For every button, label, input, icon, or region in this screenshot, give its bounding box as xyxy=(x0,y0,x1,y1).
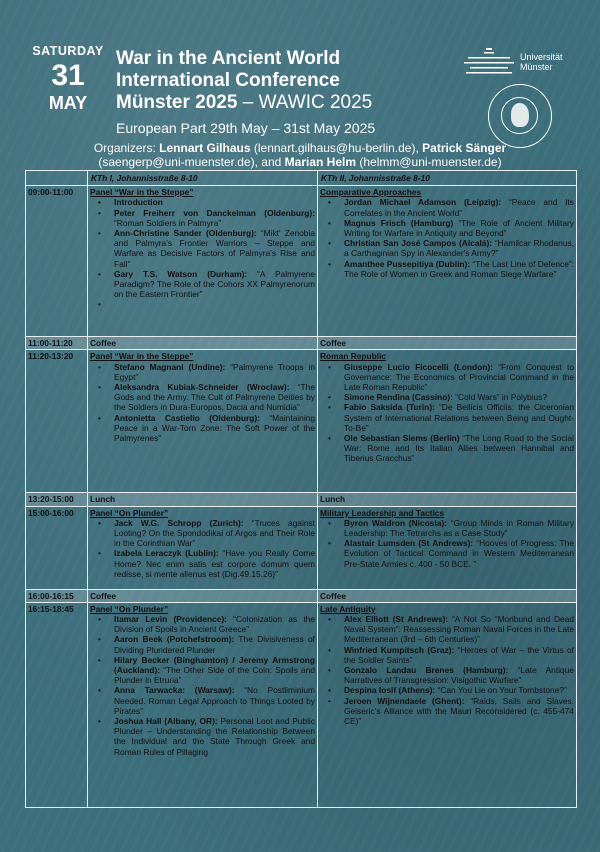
organizer-name: Patrick Sänger xyxy=(422,141,507,155)
talk-title: “Peace and Its Correlates in the Ancient World” xyxy=(344,197,574,218)
subtitle: European Part 29th May – 31st May 2025 xyxy=(116,120,376,136)
speaker-name: Gary T.S. Watson (Durham): xyxy=(114,268,248,279)
session-time: 13:20-15:00 xyxy=(26,493,88,506)
talk-title: “Group Minds in Roman Military Leadership: The Tetrarchs as a Case Study” xyxy=(344,517,575,539)
talk-title: The Divisiveness of Dividing Plundered Plunder xyxy=(114,634,315,655)
speaker-name: Simone Rendina (Cassino): xyxy=(344,392,453,403)
talk-title: “The Gods and the Army. The Cult of Palmyrene Deities by the Soldiers in Dura-Europos, Dacia and Numidia” xyxy=(114,382,315,413)
talk-item xyxy=(322,362,574,393)
speaker-name: Jordan Michael Adamson (Leipzig): xyxy=(344,197,502,208)
title-line-2: International Conference xyxy=(116,70,340,91)
talk-item xyxy=(322,665,574,685)
speaker-name: Christian San José Campos (Alcalá): xyxy=(344,238,493,249)
speaker-name: Ole Sebastian Siems (Berlin) xyxy=(344,433,460,444)
speaker-name: Introduction xyxy=(114,197,163,208)
speaker-name: Hilary Becker (Binghamton) / Jeremy Armstrong (Auckland): xyxy=(114,654,315,676)
talk-title: “Colonization as the Division of Spoils in Ancient Greece” xyxy=(114,614,315,635)
talk-title: “Late Antique Narratives of Transgression: Visigothic Warfare” xyxy=(344,665,574,686)
session-row xyxy=(26,602,577,807)
panel-title: Late Antiquity xyxy=(320,603,376,614)
month: MAY xyxy=(48,93,88,113)
speaker-name: Stefano Magnani (Undine): xyxy=(114,361,226,372)
room-2-header: KTh II, Johannisstraße 8-10 xyxy=(318,171,577,186)
speaker-name: Joshua Hall (Albany, OR): xyxy=(114,716,218,727)
university-seal xyxy=(488,84,552,148)
talk-item xyxy=(322,259,574,279)
speaker-name: Amanthee Pussepitiya (Dublin): xyxy=(344,258,471,269)
speaker-name: Alex Elliott (St Andrews): xyxy=(344,614,449,625)
talk-item xyxy=(92,548,315,579)
session-row xyxy=(26,506,577,589)
talk-title: “Can You Lie on Your Tombstone?” xyxy=(435,685,567,696)
speaker-name: Aleksandra Kubiak-Schneider (Wroclaw): xyxy=(114,382,290,393)
organizers: Organizers: Lennart Gilhaus (lennart.gilhaus@hu-berlin.de), Patrick Sänger (saengerp@uni-muenster.de), and Marian Helm (helmm@uni-muenster.de) xyxy=(93,141,507,169)
session-time: 16:00-16:15 xyxy=(26,589,88,602)
speaker-name: Jeroen Wijnendaele (Ghent): xyxy=(344,695,465,706)
panel-title: Comparative Approaches xyxy=(320,187,422,198)
speaker-name: Itamar Levin (Providence): xyxy=(114,614,227,625)
room-1-session xyxy=(88,350,318,493)
talk-item xyxy=(322,645,574,665)
talk-item xyxy=(322,685,574,695)
session-time: 09:00-11:00 xyxy=(26,186,88,337)
break-label: Coffee xyxy=(88,337,318,350)
talk-item xyxy=(92,197,315,207)
talk-item xyxy=(322,518,574,538)
talk-title: “Cold Wars” in Polybius? xyxy=(452,392,548,403)
day-number: 31 xyxy=(51,59,85,92)
room-2-session xyxy=(318,602,577,807)
title-line-1: War in the Ancient World xyxy=(116,48,341,69)
talk-item xyxy=(92,208,315,228)
title-line-3 xyxy=(116,92,375,114)
portrait-icon xyxy=(511,103,529,127)
break-label: Coffee xyxy=(318,337,577,350)
speaker-name: Jack W.G. Schropp (Zurich): xyxy=(114,517,244,528)
room-1-session xyxy=(88,186,318,337)
organizer-name: Marian Helm xyxy=(284,155,357,169)
talk-list xyxy=(322,518,574,569)
talk-item xyxy=(92,685,315,716)
talk-item xyxy=(92,655,315,686)
speaker-name: Magnus Frisch (Hamburg) xyxy=(344,217,454,228)
talk-title: “Mikt' Zenobia and Palmyra's Frontier Warriors – Steppe and Warfare as Decisive Factors of Palmyra's Rise and Fall” xyxy=(114,228,315,269)
talk-title: “Heroes of War – the Virtus of the Soldier Saints” xyxy=(344,644,574,665)
speaker-name: Anna Tarwacka: (Warsaw): xyxy=(114,685,235,696)
talk-title: “Palmyrene Troops in Egypt” xyxy=(114,361,316,382)
talk-list xyxy=(322,197,574,279)
university-name: Universität Münster xyxy=(520,52,563,72)
session-row xyxy=(26,350,577,493)
talk-title: “De Bellicis Officiis: the Ciceronian System of International Relations between Being and Ought-To-Be” xyxy=(344,402,575,433)
break-label: Coffee xyxy=(318,589,577,602)
talk-item xyxy=(322,538,574,569)
talk-item xyxy=(92,634,315,654)
university-logo-icon xyxy=(464,48,514,76)
table-header-row xyxy=(26,171,577,186)
room-2-session xyxy=(318,350,577,493)
talk-item xyxy=(92,716,315,757)
talk-title: “The Long Road to the Social War: Rome and Its Italian Allies between Hannibal and Tiberius Gracchus” xyxy=(344,433,574,464)
talk-item xyxy=(92,228,315,269)
talk-title: “No Postliminium Needed. Roman Legal Approach to Things Looted by Pirates” xyxy=(114,685,315,716)
speaker-name: Aaron Beek (Potchefstroom): xyxy=(114,634,235,645)
break-label: Lunch xyxy=(88,493,318,506)
room-1-session xyxy=(88,506,318,589)
talk-item xyxy=(92,518,315,549)
talk-item xyxy=(322,614,574,645)
panel-title: Panel “War in the Steppe” xyxy=(90,351,194,362)
panel-title: Roman Republic xyxy=(320,351,387,362)
talk-title: “Have you Really Come Home? Nec enim satis est corpore domum quem redisse, si mente alienus est (Dig.49.15.26)” xyxy=(114,548,316,579)
talk-title: “A Not So “Moribund and Dead Naval System”: Reassessing Roman Naval Forces in the Late Mediterranean (3rd – 6th Centuries)” xyxy=(344,614,574,645)
talk-title: “Truces against Looting? On the Spondodikai of Argos and Their Role in the Corinthian War” xyxy=(114,517,316,549)
weekday: SATURDAY xyxy=(32,44,104,58)
break-label: Lunch xyxy=(318,493,577,506)
talk-list xyxy=(92,362,315,444)
talk-item xyxy=(92,614,315,634)
talk-item xyxy=(92,299,315,309)
session-row xyxy=(26,186,577,337)
talk-item xyxy=(92,362,315,382)
talk-title: “The Role of Ancient Military Writing for Warfare in Antiquity and Beyond” xyxy=(344,217,574,239)
talk-title: “From Conquest to Governance: The Economics of Provincial Command in the Late Roman Republic” xyxy=(344,361,574,393)
room-1-header: KTh I, Johannisstraße 8-10 xyxy=(88,171,318,186)
talk-title: “The Last Line of Defence”: The Role of Women in Greek and Roman Siege Warfare” xyxy=(344,258,575,279)
speaker-name: Giuseppe Lucio Ficocelli (London): xyxy=(344,361,493,372)
session-time: 15:00-16:00 xyxy=(26,506,88,589)
date-block xyxy=(30,44,106,114)
panel-title: Panel “War in the Steppe” xyxy=(90,187,194,198)
talk-item xyxy=(322,238,574,258)
room-1-session xyxy=(88,602,318,807)
speaker-name: Fabio Saksida (Turin): xyxy=(344,402,435,413)
talk-list xyxy=(92,614,315,757)
break-row xyxy=(26,337,577,350)
speaker-name: Gonzalo Landau Brenes (Hamburg): xyxy=(344,665,509,676)
talk-list xyxy=(92,518,315,579)
room-2-session xyxy=(318,186,577,337)
speaker-name: Alastair Lumsden (St Andrews): xyxy=(344,538,474,549)
talk-item xyxy=(322,392,574,402)
break-label: Coffee xyxy=(88,589,318,602)
speaker-name: Winfried Kumpitsch (Graz): xyxy=(344,644,455,655)
schedule-table xyxy=(25,170,577,808)
talk-title: Personal Loot and Public Plunder – Understanding the Relationship Between the Individual and the State Through Greek and Roman Rules of Pillaging xyxy=(114,716,316,757)
talk-title: “Maintaining Peace in a War-Torn Zone: The Soft Power of the Palmyrenes” xyxy=(114,412,315,444)
talk-title: “Hooves of Progress: The Evolution of Tactical Command in Western Mediterranean Pre-State Armies c. 400 - 50 BCE. ” xyxy=(344,538,574,569)
title-acronym: – WAWIC 2025 xyxy=(237,92,373,113)
talk-item xyxy=(92,413,315,444)
panel-title: Military Leadership and Tactics xyxy=(320,507,445,518)
talk-title: “Roman Soldiers in Palmyra” xyxy=(114,217,222,228)
break-row xyxy=(26,493,577,506)
speaker-name: Despina Iosif (Athens): xyxy=(344,685,436,696)
speaker-name: Ann-Christine Sander (Oldenburg): xyxy=(114,228,257,239)
talk-item xyxy=(92,382,315,413)
talk-title: “A Palmyrene Paradigm? The Role of the Cohors XX Palmyrenorum on the Eastern Frontier” xyxy=(114,268,315,300)
room-2-session xyxy=(318,506,577,589)
talk-item xyxy=(322,218,574,238)
speaker-name: Peter Freiherr von Danckelman (Oldenburg): xyxy=(114,207,315,218)
talk-list xyxy=(92,197,315,309)
speaker-name: Izabela Leraczyk (Lublin): xyxy=(114,548,219,559)
session-time: 11:00-11:20 xyxy=(26,337,88,350)
organizer-name: Lennart Gilhaus xyxy=(159,141,251,155)
talk-title: “Raids, Sails and Slaves. Geiseric's Alliance with the Mauri Reconsidered (c. 455-474 CE)” xyxy=(344,695,574,727)
talk-title: “Hamilcar Rhodanus, a Carthaginian Spy in Alexander's Army?” xyxy=(344,238,574,259)
panel-title: Panel “On Plunder” xyxy=(90,507,169,518)
speaker-name: Byron Waldron (Nicosia): xyxy=(344,517,447,528)
talk-item xyxy=(322,696,574,727)
talk-title: “The Other Side of the Coin: Spoils and Plunder in Etruria” xyxy=(114,665,315,686)
talk-list xyxy=(322,614,574,726)
talk-item xyxy=(92,269,315,300)
title-block xyxy=(116,48,375,136)
break-row xyxy=(26,589,577,602)
talk-item xyxy=(322,433,574,464)
talk-item xyxy=(322,197,574,217)
talk-item xyxy=(322,402,574,433)
university-logo xyxy=(462,44,582,80)
panel-title: Panel “On Plunder” xyxy=(90,603,169,614)
talk-list xyxy=(322,362,574,464)
speaker-name: Antonietta Castiello (Oldenburg): xyxy=(114,412,260,423)
session-time: 16:15-18:45 xyxy=(26,602,88,807)
title-city-year: Münster 2025 xyxy=(116,92,238,113)
session-time: 11:20-13:20 xyxy=(26,350,88,493)
